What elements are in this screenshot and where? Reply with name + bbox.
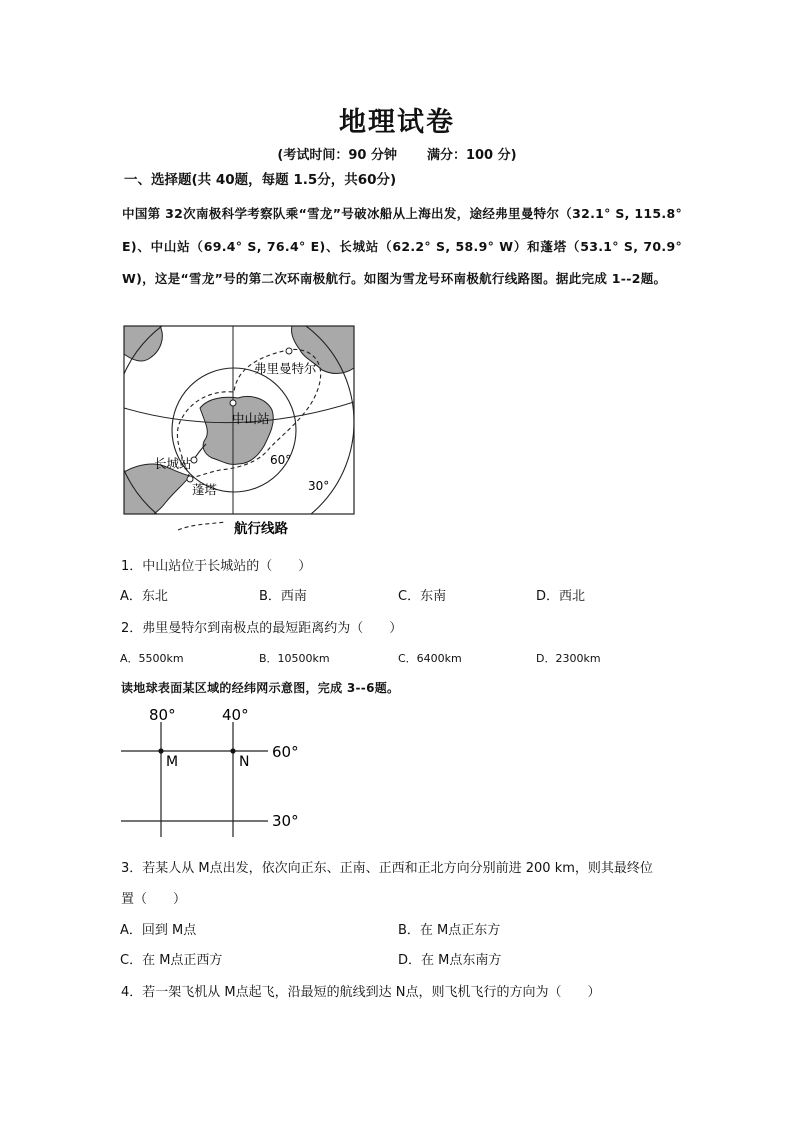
lon-80-label: 80° — [149, 706, 176, 724]
q1-option-a: A．东北 — [120, 589, 168, 604]
south-america-landmass — [124, 464, 190, 516]
q2-option-a: A．5500km — [120, 652, 184, 665]
intro-paragraph: 中国第 32次南极科学考察队乘“雪龙”号破冰船从上海出发，途经弗里曼特尔（32.1° S, 115.8° E)、中山站（69.4° S, 76.4° E)、长城站（62.2° S, 58.9° W）和蓬塔（53.1° S, 70.9° W)，这是“雪龙”号的第二次环南极航行。如图为雪龙号环南极航行线路图。据此完成 1--2题。 — [122, 206, 682, 286]
fremantle-marker — [286, 348, 292, 354]
point-m-label: M — [166, 754, 179, 770]
question-4-stem: 4．若一架飞机从 M点起飞，沿最短的航线到达 N点，则飞机飞行的方向为（ ） — [121, 985, 601, 1000]
fremantle-label: 弗里曼特尔 — [254, 361, 317, 376]
q1-option-d: D．西北 — [536, 589, 586, 604]
point-n-label: N — [239, 754, 250, 770]
q3-option-a: A．回到 M点 — [120, 923, 197, 938]
exam-score: 满分：100 分) — [426, 148, 517, 163]
q3-option-d: D．在 M点东南方 — [398, 953, 502, 968]
zhongshan-marker — [230, 400, 236, 406]
lon-40-label: 40° — [222, 706, 249, 724]
question-1-stem: 1．中山站位于长城站的（ ） — [121, 559, 312, 574]
exam-info — [0, 144, 794, 163]
q3-option-c: C．在 M点正西方 — [120, 953, 223, 968]
lat-30-grid-label: 30° — [272, 812, 299, 830]
reading-instruction: 读地球表面某区域的经纬网示意图，完成 3--6题。 — [121, 681, 400, 695]
legend-line — [178, 522, 226, 530]
section-heading: 一、选择题(共 40题，每题 1.5分，共60分) — [124, 172, 397, 188]
antarctic-route-map — [120, 324, 360, 544]
antarctica-landmass — [200, 397, 273, 465]
legend-label: 航行线路 — [234, 521, 288, 537]
question-3-stem-line1: 3．若某人从 M点出发，依次向正东、正南、正西和正北方向分别前进 200 km，则其最终位 — [121, 861, 653, 876]
q3-option-b: B．在 M点正东方 — [398, 923, 501, 938]
q2-option-c: C．6400km — [398, 652, 462, 665]
page-title: 地理试卷 — [339, 107, 455, 138]
zhongshan-label: 中山站 — [232, 411, 270, 426]
changcheng-label: 长城站 — [154, 456, 192, 471]
q1-option-c: C．东南 — [398, 589, 447, 604]
q1-option-b: B．西南 — [259, 589, 307, 604]
q2-option-d: D．2300km — [536, 652, 601, 665]
punta-label: 蓬塔 — [192, 482, 218, 497]
point-n-marker — [230, 748, 235, 753]
changcheng-marker — [191, 457, 197, 463]
exam-time: (考试时间：90 分钟 — [277, 148, 397, 163]
lat-lon-grid — [118, 702, 318, 842]
point-m-marker — [158, 748, 163, 753]
lat-60-grid-label: 60° — [272, 743, 299, 761]
lat-60-label: 60° — [270, 453, 292, 467]
question-2-stem: 2．弗里曼特尔到南极点的最短距离约为（ ） — [121, 621, 403, 636]
question-3-stem-line2: 置（ ） — [121, 892, 187, 907]
lat-30-label: 30° — [308, 479, 330, 493]
q2-option-b: B．10500km — [259, 652, 330, 665]
